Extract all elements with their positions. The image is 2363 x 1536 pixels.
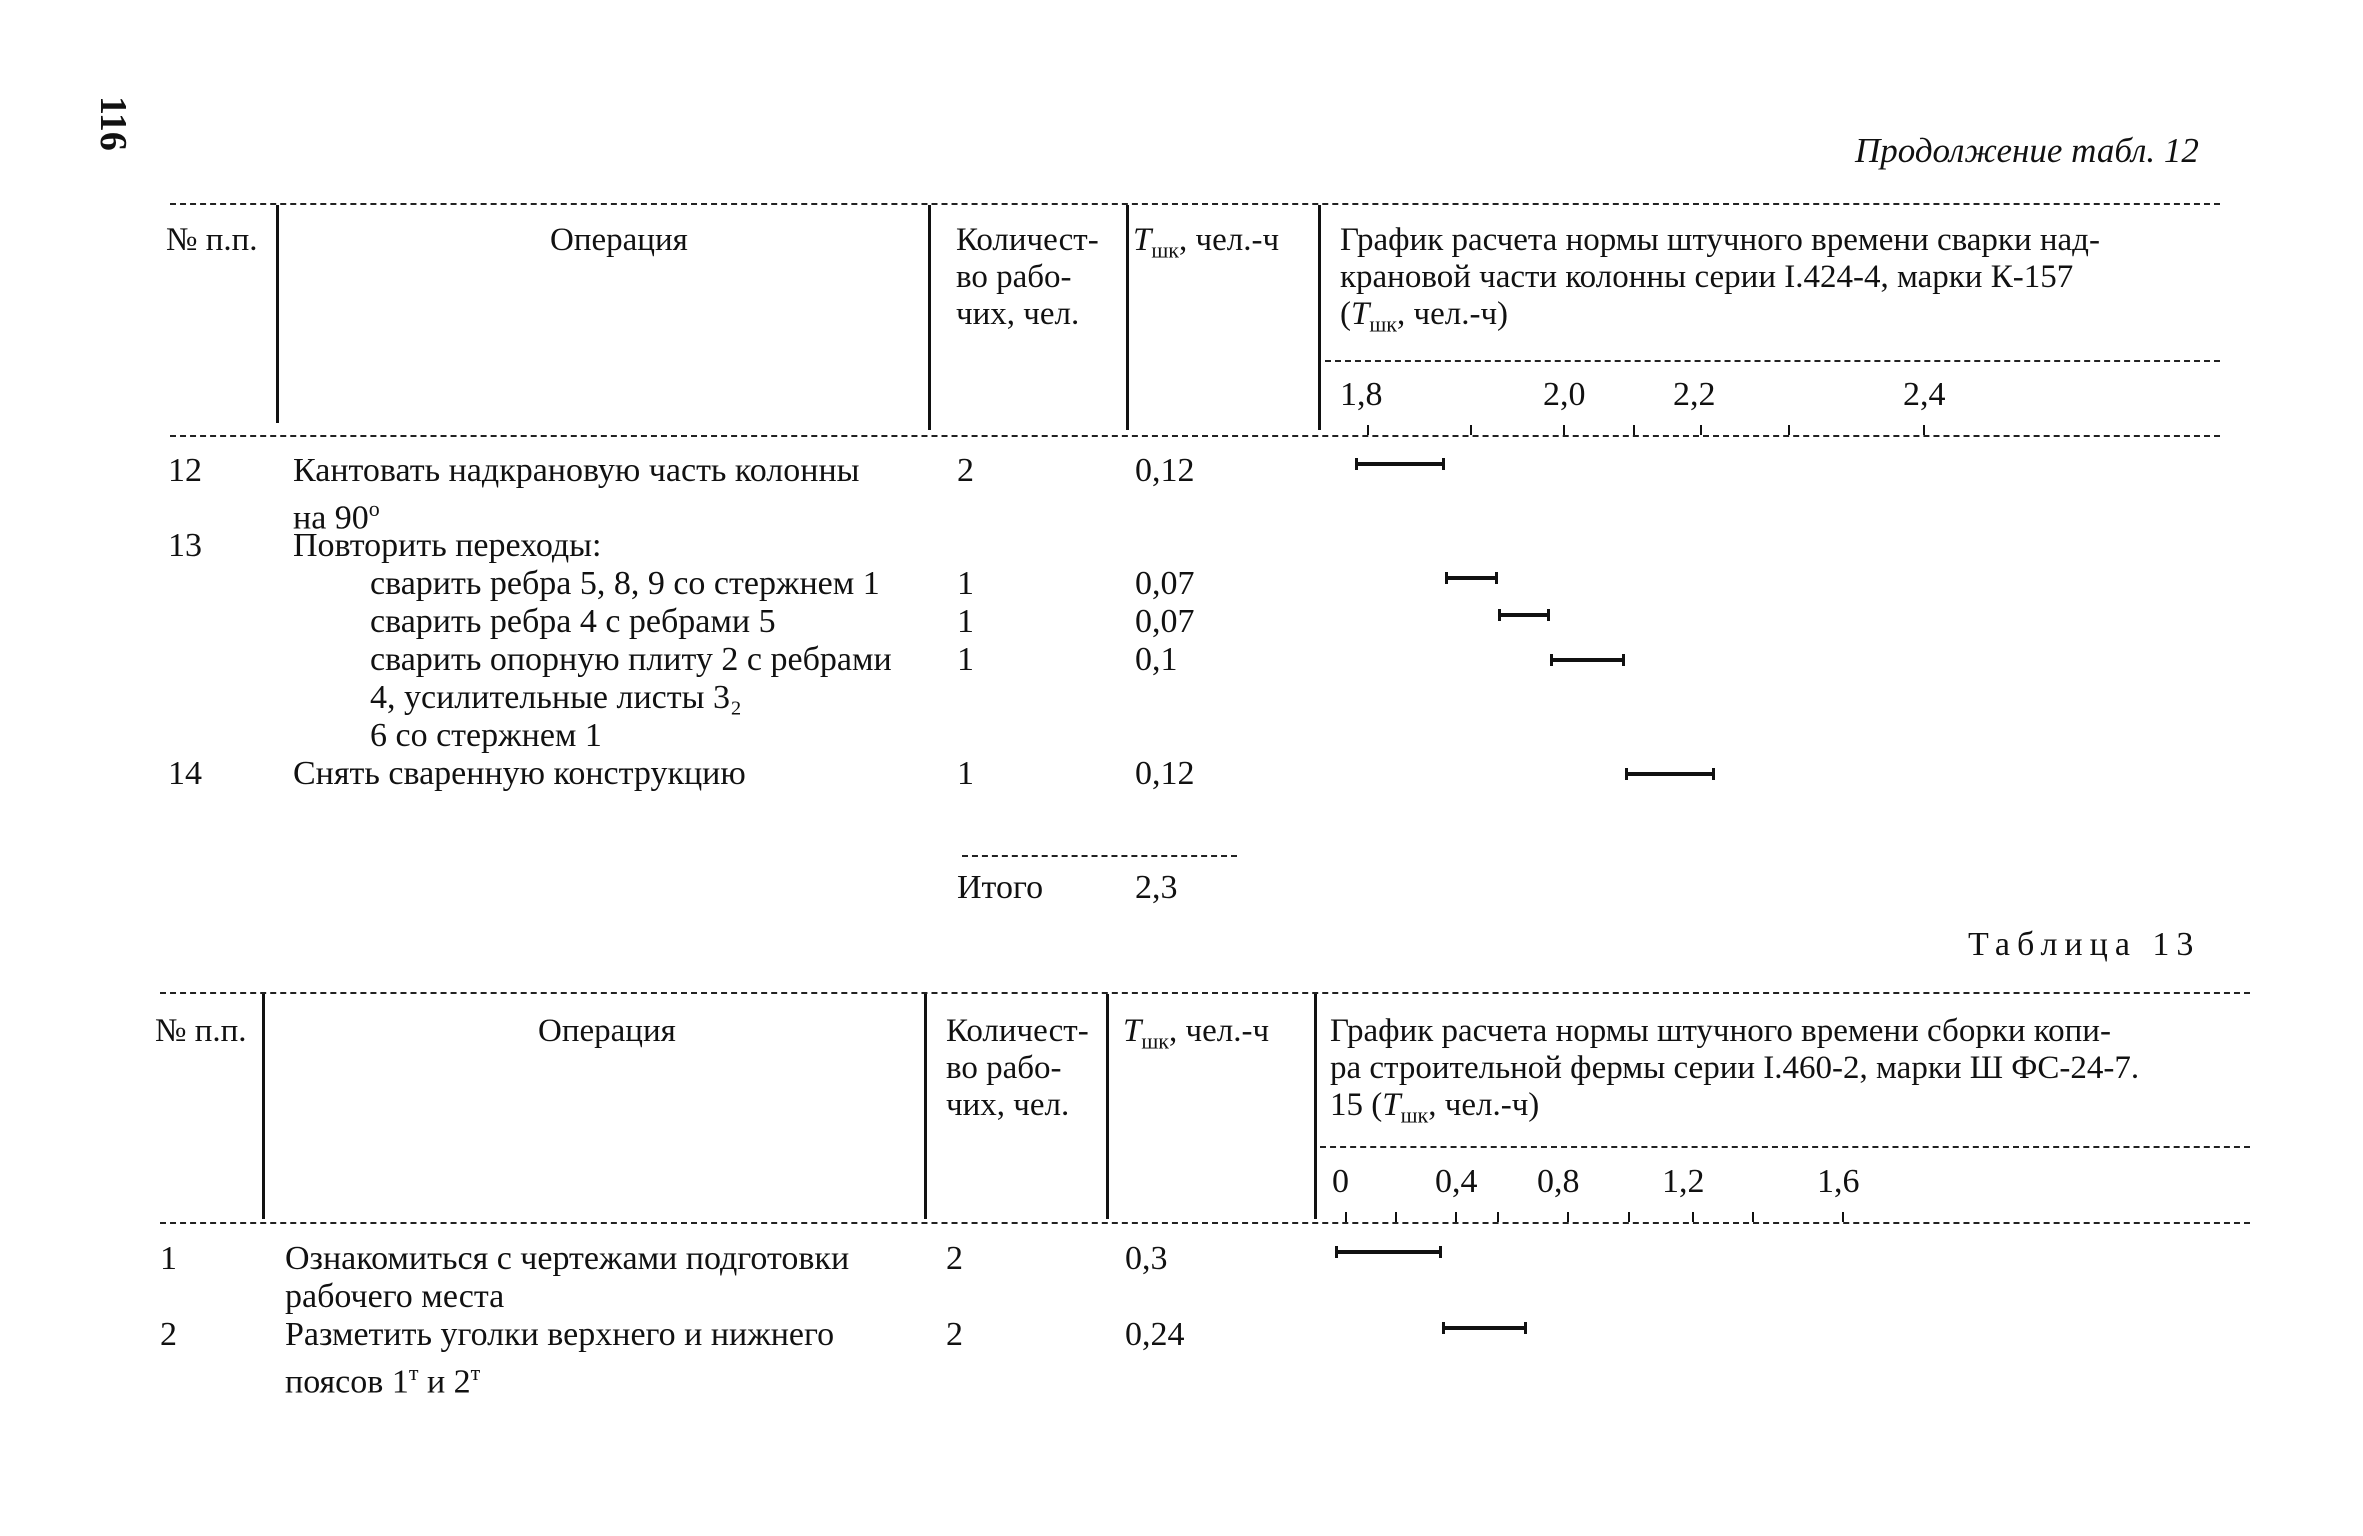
gantt-bar	[1445, 576, 1498, 580]
scale-tick	[1395, 1212, 1397, 1222]
scale-label: 1,6	[1817, 1163, 1860, 1200]
scale-label: 2,0	[1543, 376, 1586, 413]
gantt-bar	[1442, 1326, 1528, 1330]
scale-label: 0,4	[1435, 1163, 1478, 1200]
row-num: 13	[168, 527, 202, 564]
scale-label: 1,2	[1662, 1163, 1705, 1200]
continuation-caption: Продолжение табл. 12	[1855, 131, 2199, 170]
row-operation: Разметить уголки верхнего и нижнего поясов $1^т$ и $2^т$	[285, 1316, 835, 1401]
scale-tick	[1470, 425, 1472, 435]
scale-tick	[1345, 1212, 1347, 1222]
total-value: 2,3	[1135, 869, 1178, 906]
row-time: 0,07	[1135, 565, 1195, 602]
gantt-bar	[1550, 658, 1625, 662]
row-workers: 2	[946, 1316, 963, 1353]
header-num: № п.п.	[166, 222, 258, 258]
header-operation: Операция	[550, 222, 688, 258]
scale-label: 1,8	[1340, 376, 1383, 413]
scale-tick	[1563, 425, 1565, 435]
scale-tick	[1752, 1212, 1754, 1222]
gantt-bar	[1335, 1250, 1442, 1254]
row-workers: 2	[957, 452, 974, 489]
page-number: 116	[92, 96, 134, 151]
header-time: $T_{шк}$, чел.-ч	[1133, 222, 1280, 263]
scale-tick	[1633, 425, 1635, 435]
row-time: 0,3	[1125, 1240, 1168, 1277]
row-suboperation: сварить опорную плиту 2 с ребрами 4, усилительные листы 3₂ 6 со стержнем 1	[370, 641, 892, 754]
scale-tick	[1692, 1212, 1694, 1222]
gantt-bar	[1498, 613, 1551, 617]
header-workers: Количест- во рабо- чих, чел.	[946, 1013, 1089, 1123]
gantt-bar	[1625, 772, 1715, 776]
row-num: 12	[168, 452, 202, 489]
scale-tick	[1923, 425, 1925, 435]
scale-tick	[1842, 1212, 1844, 1222]
table-13-caption: Таблица 13	[1968, 926, 2201, 963]
row-workers: 1	[957, 755, 974, 792]
row-suboperation: сварить ребра 5, 8, 9 со стержнем 1	[370, 565, 880, 602]
scale-tick	[1788, 425, 1790, 435]
row-workers: 1	[957, 603, 974, 640]
row-time: 0,1	[1135, 641, 1178, 678]
row-num: 1	[160, 1240, 177, 1277]
row-time: 0,12	[1135, 755, 1195, 792]
row-time: 0,12	[1135, 452, 1195, 489]
total-label: Итого	[957, 869, 1044, 906]
header-time: $T_{шк}$, чел.-ч	[1123, 1013, 1270, 1054]
row-operation: Кантовать надкрановую часть колонны на $90^о$	[293, 452, 860, 537]
header-chart: График расчета нормы штучного времени сварки над- крановой части колонны серии I.424-4, марки К-157 ($T_{шк}$, чел.-ч)	[1340, 222, 2100, 337]
row-operation: Снять сваренную конструкцию	[293, 755, 746, 792]
row-operation: Ознакомиться с чертежами подготовки рабочего места	[285, 1240, 850, 1315]
row-suboperation: сварить ребра 4 с ребрами 5	[370, 603, 776, 640]
scale-label: 2,4	[1903, 376, 1946, 413]
scale-label: 0	[1332, 1163, 1349, 1200]
scale-tick	[1455, 1212, 1457, 1222]
scale-tick	[1497, 1212, 1499, 1222]
row-workers: 1	[957, 565, 974, 602]
row-workers: 1	[957, 641, 974, 678]
row-workers: 2	[946, 1240, 963, 1277]
scale-label: 0,8	[1537, 1163, 1580, 1200]
row-time: 0,24	[1125, 1316, 1185, 1353]
scale-tick	[1367, 425, 1369, 435]
scale-label: 2,2	[1673, 376, 1716, 413]
header-workers: Количест- во рабо- чих, чел.	[956, 222, 1099, 332]
scale-tick	[1628, 1212, 1630, 1222]
header-num: № п.п.	[155, 1013, 247, 1049]
scale-tick	[1567, 1212, 1569, 1222]
row-num: 14	[168, 755, 202, 792]
header-operation: Операция	[538, 1013, 676, 1049]
row-operation: Повторить переходы:	[293, 527, 602, 564]
row-time: 0,07	[1135, 603, 1195, 640]
row-num: 2	[160, 1316, 177, 1353]
scale-tick	[1700, 425, 1702, 435]
gantt-bar	[1355, 462, 1445, 466]
header-chart: График расчета нормы штучного времени сборки копи- ра строительной фермы серии I.460-2, марки Ш ФС-24-7. 15 ($T_{шк}$, чел.-ч)	[1330, 1013, 2140, 1128]
